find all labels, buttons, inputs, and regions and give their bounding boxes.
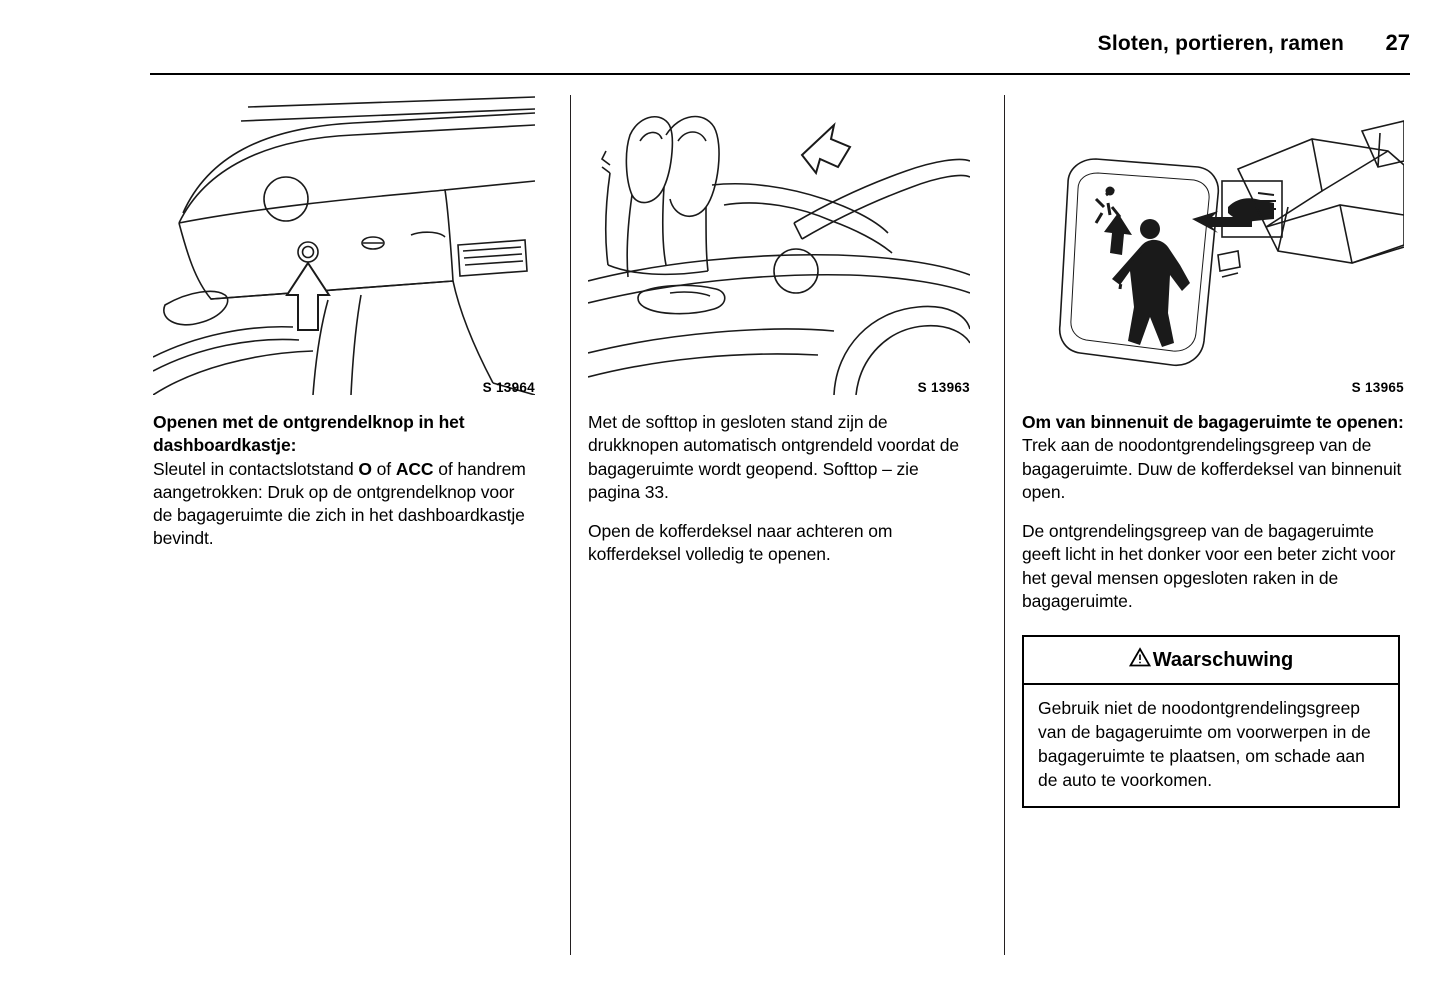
column-one xyxy=(153,95,535,551)
page-header xyxy=(150,30,1410,56)
section-heading: Om van binnenuit de bagageruimte te openen: xyxy=(1022,412,1404,432)
warning-box xyxy=(1022,635,1400,808)
trunk-lid-opening-illustration xyxy=(588,95,970,395)
column-three-text xyxy=(1022,411,1404,613)
paragraph: De ontgrendelingsgreep van de bagageruimte geeft licht in het donker voor een beter zicht voor het geval mensen opgesloten raken in de bagageruimte. xyxy=(1022,521,1396,611)
paragraph: Open de kofferdeksel naar achteren om kofferdeksel volledig te openen. xyxy=(588,521,893,565)
paragraph: Met de softtop in gesloten stand zijn de drukknopen automatisch ontgrendeld voordat de bagageruimte wordt geopend. Softtop – zie pagina 33. xyxy=(588,412,960,502)
section-heading: Openen met de ontgrendelknop in het dashboardkastje: xyxy=(153,412,465,456)
column-two-text xyxy=(588,411,970,567)
header-divider xyxy=(150,73,1410,75)
emergency-release-handle-illustration xyxy=(1022,95,1404,395)
column-two xyxy=(588,95,970,567)
key-position-o: O xyxy=(358,458,372,479)
warning-title: Waarschuwing xyxy=(1152,648,1294,671)
key-position-acc: ACC xyxy=(395,458,434,479)
column-divider-1 xyxy=(570,95,571,955)
warning-text: Gebruik niet de noodontgrendelingsgreep van de bagageruimte om voorwerpen in de bagageruimte te plaatsen, om schade aan de auto te voorkomen. xyxy=(1038,698,1371,790)
warning-header xyxy=(1024,637,1398,685)
column-divider-2 xyxy=(1004,95,1005,955)
paragraph: Trek aan de noodontgrendelingsgreep van de bagageruimte. Duw de kofferdeksel van binnenuit open. xyxy=(1022,435,1402,502)
warning-triangle-icon xyxy=(1129,647,1151,673)
figure-code: S 13963 xyxy=(917,380,970,395)
page-number: 27 xyxy=(1385,30,1410,55)
figure-code: S 13964 xyxy=(482,380,535,395)
column-one-text: Openen met de ontgrendelknop in het dashboardkastje: Sleutel in contactslotstand O of ACC of handrem aangetrokken: Druk op de ontgrendelknop voor de bagageruimte die zich in het dashboardkastje bevindt. xyxy=(153,412,526,549)
figure-code: S 13965 xyxy=(1351,380,1404,395)
glovebox-release-button-illustration xyxy=(153,95,535,395)
page-title: Sloten, portieren, ramen xyxy=(1097,32,1344,55)
column-three xyxy=(1022,95,1404,808)
